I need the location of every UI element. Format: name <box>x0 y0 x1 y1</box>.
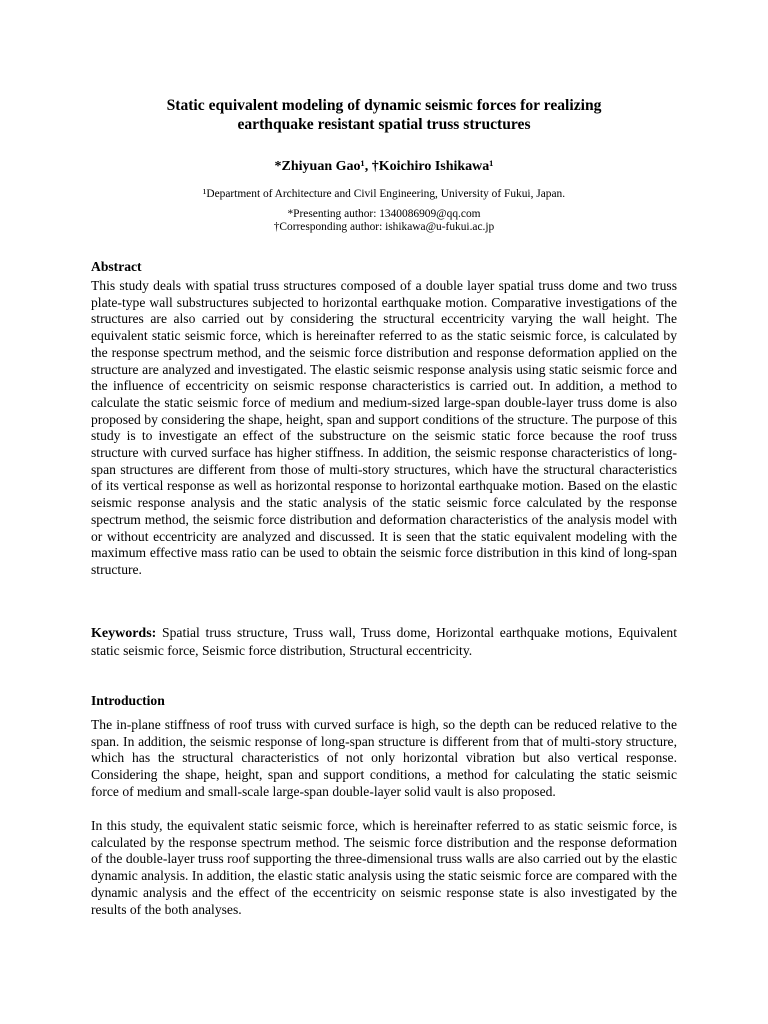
keywords-label: Keywords: <box>91 626 157 641</box>
abstract-heading: Abstract <box>91 259 142 274</box>
corresponding-author-email: †Corresponding author: ishikawa@u-fukui.ac.jp <box>273 221 495 233</box>
title-line-2: earthquake resistant spatial truss structures <box>237 116 531 133</box>
introduction-paragraph-1: The in-plane stiffness of roof truss with curved surface is high, so the depth can be reduced relative to the span. In addition, the seismic response of long-span structure is different from that of multi-story structure, which has the structural characteristics of not only horizontal vibration but also vertical response. Considering the shape, height, span and support conditions, a method for calculating the static seismic force of medium and small-scale large-span double-layer solid vault is also proposed. <box>91 717 677 799</box>
abstract-body: This study deals with spatial truss structures composed of a double layer spatial truss dome and two truss plate-type wall substructures subjected to horizontal earthquake motion. Comparative investigations of the structures are also carried out by considering the structural eccentricity varying the wall height. The equivalent static seismic force, which is hereinafter referred to as the static seismic force, is calculated by the response spectrum method, and the seismic force distribution and response deformation applied on the structure are analyzed and investigated. The elastic seismic response analysis using static seismic force and the influence of eccentricity on seismic response characteristics is carried out. In addition, a method to calculate the static seismic force of medium and medium-sized large-span double-layer truss dome is also proposed by considering the shape, height, span and support conditions of the structure. The purpose of this study is to investigate an effect of the substructure on the seismic static force because the roof truss structure with curved surface has higher stiffness. In addition, the seismic response characteristics of long-span structures are different from those of multi-story structures, which have the structural characteristics of its vertical response as well as horizontal response to horizontal earthquake motion. Based on the elastic seismic response analysis and the static analysis of the static seismic force calculated by the response spectrum method, the seismic force distribution and deformation characteristics of the analysis model with or without eccentricity are analyzed and discussed. It is seen that the static equivalent modeling with the maximum effective mass ratio can be used to obtain the seismic force distribution in this kind of long-span structure. <box>91 278 677 577</box>
contact-info <box>90 208 678 234</box>
title-line-1: Static equivalent modeling of dynamic seismic forces for realizing <box>166 97 602 114</box>
author-list: *Zhiyuan Gao¹, †Koichiro Ishikawa¹ <box>274 159 494 174</box>
introduction-paragraph-2: In this study, the equivalent static seismic force, which is hereinafter referred to as static seismic force, is calculated by the response spectrum method. The seismic force distribution and the response deformation of the double-layer truss roof supporting the three-dimensional truss walls are also carried out by the elastic dynamic analysis. In addition, the elastic static analysis using the static seismic force are compared with the dynamic analysis and the effect of the eccentricity on seismic response state is also investigated by the results of the both analyses. <box>91 818 677 917</box>
keywords-list: Spatial truss structure, Truss wall, Truss dome, Horizontal earthquake motions, Equivalent static seismic force, Seismic force distribution, Structural eccentricity. <box>91 625 677 658</box>
keywords <box>91 625 677 659</box>
introduction-heading: Introduction <box>91 693 165 708</box>
presenting-author-email: *Presenting author: 1340086909@qq.com <box>287 208 481 220</box>
paper-title <box>90 96 678 134</box>
affiliation: ¹Department of Architecture and Civil Engineering, University of Fukui, Japan. <box>202 188 566 200</box>
